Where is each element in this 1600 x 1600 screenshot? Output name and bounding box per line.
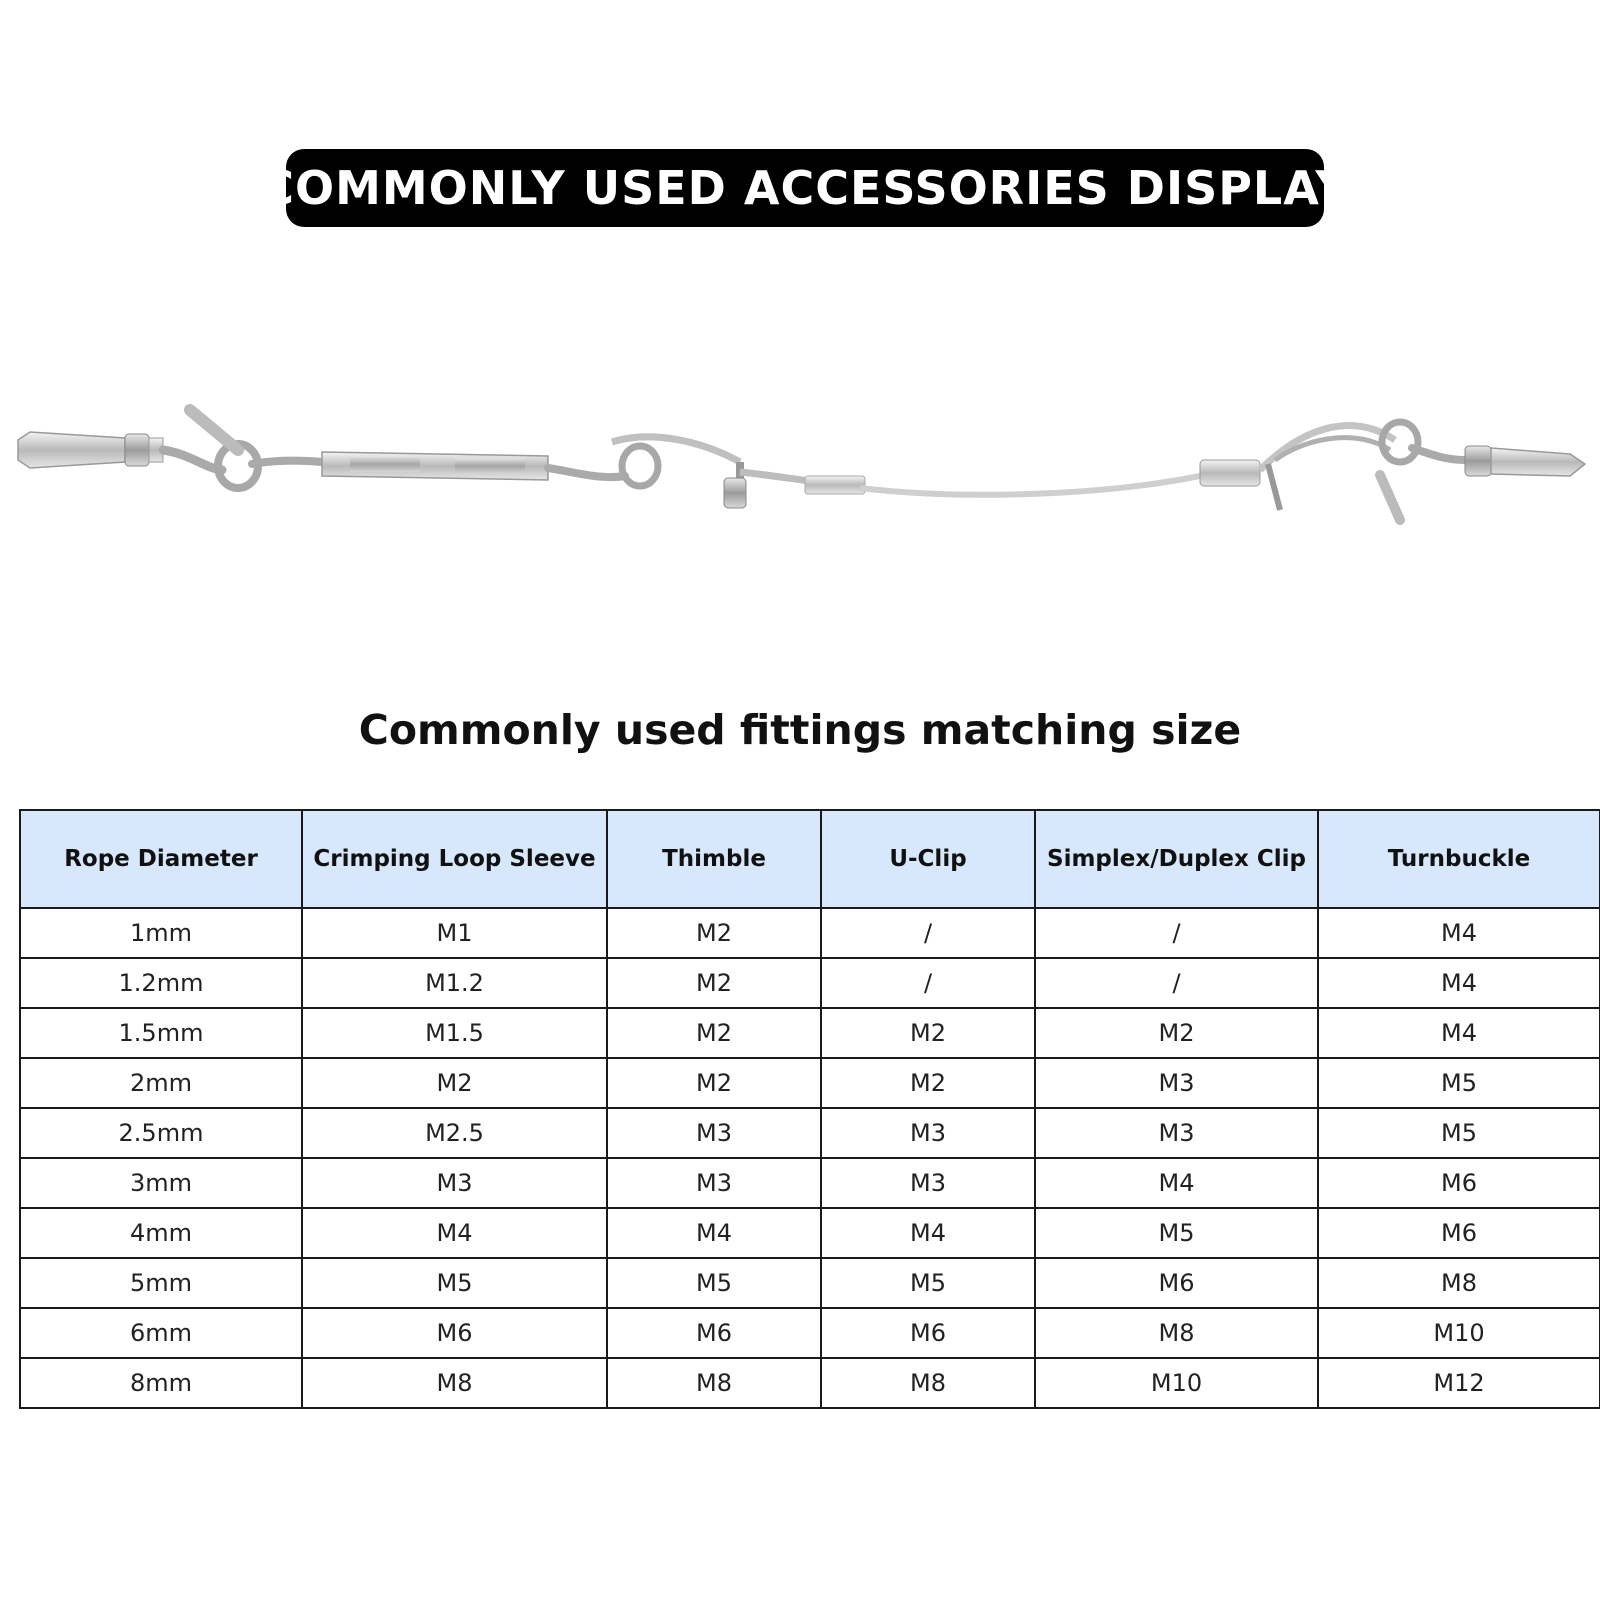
table-cell: M6 [1318, 1158, 1600, 1208]
table-cell: M1.2 [302, 958, 607, 1008]
table-cell: M4 [1318, 908, 1600, 958]
table-cell: M2 [821, 1058, 1035, 1108]
col-header-thimble: Thimble [607, 810, 821, 908]
col-header-simplex-duplex-clip: Simplex/Duplex Clip [1035, 810, 1318, 908]
table-cell: M1.5 [302, 1008, 607, 1058]
table-cell: M5 [607, 1258, 821, 1308]
table-cell: 8mm [20, 1358, 302, 1408]
table-cell: M3 [607, 1108, 821, 1158]
table-cell: M2 [302, 1058, 607, 1108]
table-cell: M3 [821, 1158, 1035, 1208]
table-cell: 1.2mm [20, 958, 302, 1008]
table-cell: M2.5 [302, 1108, 607, 1158]
table-row [20, 1258, 1600, 1308]
table-cell: M2 [607, 908, 821, 958]
table-cell: / [1035, 908, 1318, 958]
table-cell: M6 [607, 1308, 821, 1358]
table-cell: M5 [1318, 1058, 1600, 1108]
table-cell: M8 [302, 1358, 607, 1408]
table-subtitle: Commonly used fittings matching size [358, 706, 1242, 754]
table-cell: M4 [302, 1208, 607, 1258]
table-cell: M6 [302, 1308, 607, 1358]
table-cell: M6 [1318, 1208, 1600, 1258]
table-cell: / [1035, 958, 1318, 1008]
title-banner [260, 149, 1350, 227]
table-cell: M4 [607, 1208, 821, 1258]
table-cell: 1mm [20, 908, 302, 958]
table-cell: M4 [1318, 958, 1600, 1008]
table-cell: M5 [1035, 1208, 1318, 1258]
table-cell: M4 [1318, 1008, 1600, 1058]
table-cell: M5 [821, 1258, 1035, 1308]
left-eye-hook-icon [163, 410, 322, 488]
table-cell: M3 [1035, 1108, 1318, 1158]
turnbuckle-icon [322, 446, 658, 486]
right-expansion-bolt-icon [1382, 422, 1585, 476]
col-header-rope-diameter: Rope Diameter [20, 810, 302, 908]
table-cell: M8 [1318, 1258, 1600, 1308]
table-cell: M2 [1035, 1008, 1318, 1058]
right-sleeve-thimble-icon [1200, 426, 1400, 520]
table-row [20, 1108, 1600, 1158]
table-row [20, 1058, 1600, 1108]
table-cell: 2.5mm [20, 1108, 302, 1158]
table-cell: M3 [607, 1158, 821, 1208]
table-cell: M8 [821, 1358, 1035, 1408]
left-expansion-bolt-icon [18, 432, 163, 468]
table-cell: M10 [1318, 1308, 1600, 1358]
table-row [20, 958, 1600, 1008]
table-cell: M6 [1035, 1258, 1318, 1308]
table-cell: M6 [821, 1308, 1035, 1358]
table-cell: M2 [821, 1008, 1035, 1058]
table-row [20, 1308, 1600, 1358]
table-cell: M8 [1035, 1308, 1318, 1358]
col-header-u-clip: U-Clip [821, 810, 1035, 908]
table-cell: 5mm [20, 1258, 302, 1308]
table-cell: 3mm [20, 1158, 302, 1208]
banner-title: COMMONLY USED ACCESSORIES DISPLAY [260, 161, 1350, 215]
table-cell: M2 [607, 1008, 821, 1058]
table-cell: M1 [302, 908, 607, 958]
table-cell: M10 [1035, 1358, 1318, 1408]
table-cell: M12 [1318, 1358, 1600, 1408]
table-cell: M3 [1035, 1058, 1318, 1108]
table-cell: M3 [302, 1158, 607, 1208]
wire-rope-assembly-icon [0, 380, 1600, 600]
table-cell: M2 [607, 958, 821, 1008]
table-header-row [20, 810, 1600, 908]
table-cell: 1.5mm [20, 1008, 302, 1058]
col-header-crimping-loop-sleeve: Crimping Loop Sleeve [302, 810, 607, 908]
table-cell: 2mm [20, 1058, 302, 1108]
table-cell: 6mm [20, 1308, 302, 1358]
table-row [20, 1358, 1600, 1408]
table-cell: M4 [1035, 1158, 1318, 1208]
table-cell: M2 [607, 1058, 821, 1108]
table-cell: M3 [821, 1108, 1035, 1158]
table-cell: M8 [607, 1358, 821, 1408]
table-row [20, 1208, 1600, 1258]
wire-cable-icon [860, 476, 1200, 495]
table-row [20, 908, 1600, 958]
table-cell: M5 [302, 1258, 607, 1308]
col-header-turnbuckle: Turnbuckle [1318, 810, 1600, 908]
table-cell: 4mm [20, 1208, 302, 1258]
fittings-size-table [19, 809, 1600, 1409]
table-row [20, 1158, 1600, 1208]
table-cell: / [821, 908, 1035, 958]
table-cell: M5 [1318, 1108, 1600, 1158]
table-cell: M4 [821, 1208, 1035, 1258]
table-row [20, 1008, 1600, 1058]
table-cell: / [821, 958, 1035, 1008]
